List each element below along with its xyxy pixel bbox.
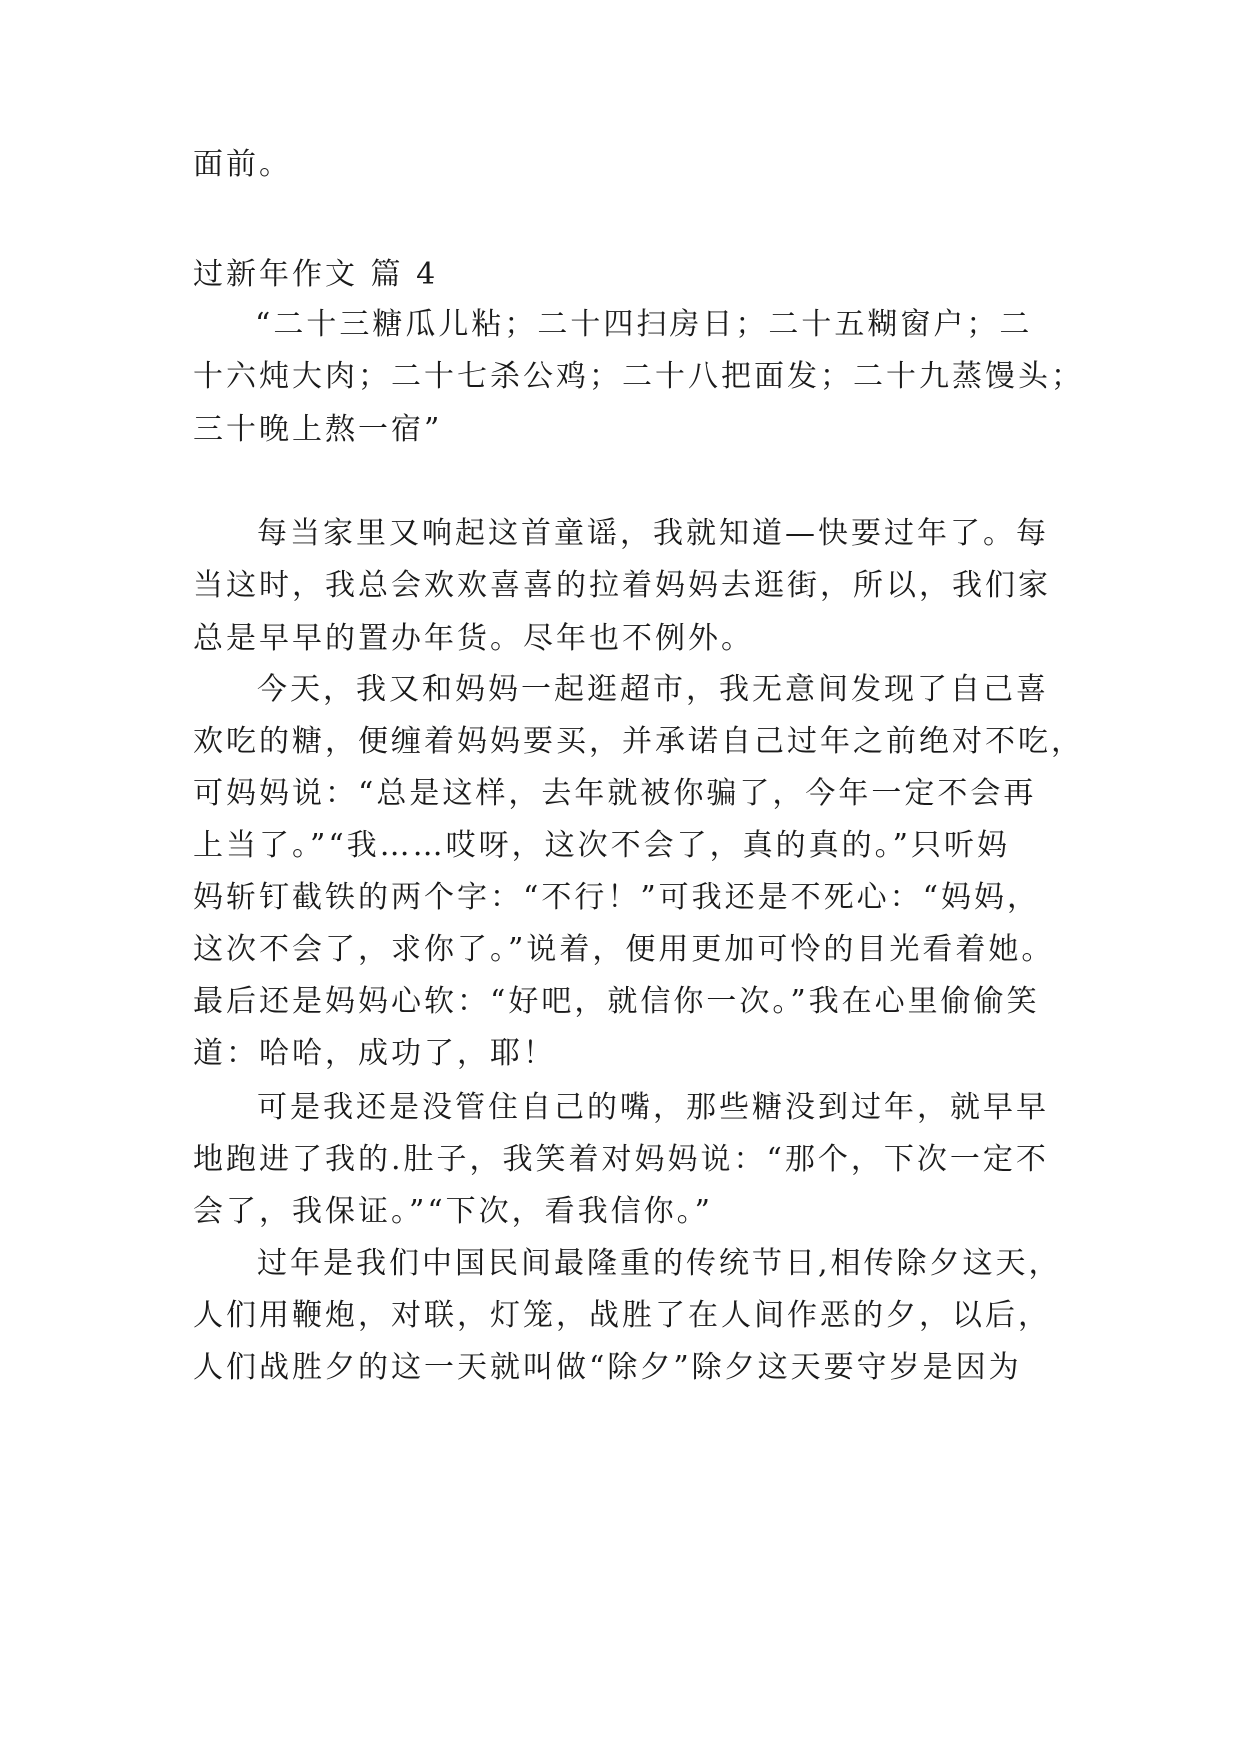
paragraph-line: 每当家里又响起这首童谣，我就知道—快要过年了。每	[257, 516, 1049, 551]
paragraph-line: 可妈妈说：“总是这样，去年就被你骗了，今年一定不会再	[193, 776, 1037, 811]
paragraph-line: 地跑进了我的.肚子，我笑着对妈妈说：“那个，下次一定不	[193, 1142, 1049, 1177]
paragraph-line: 人们用鞭炮，对联，灯笼，战胜了在人间作恶的夕，以后，	[193, 1298, 1051, 1333]
paragraph-line: 妈斩钉截铁的两个字：“不行！”可我还是不死心：“妈妈，	[193, 880, 1041, 915]
paragraph-line: 人们战胜夕的这一天就叫做“除夕”除夕这天要守岁是因为	[193, 1350, 1022, 1385]
paragraph-line: 当这时，我总会欢欢喜喜的拉着妈妈去逛街，所以，我们家	[193, 568, 1051, 603]
rhyme-line: “二十三糖瓜儿粘；二十四扫房日；二十五糊窗户；二	[255, 307, 1033, 342]
paragraph-line: 会了，我保证。”“下次，看我信你。”	[193, 1194, 714, 1229]
paragraph-line: 可是我还是没管住自己的嘴，那些糖没到过年，就早早	[257, 1090, 1049, 1125]
paragraph-line: 过年是我们中国民间最隆重的传统节日,相传除夕这天，	[257, 1246, 1062, 1281]
paragraph-line: 这次不会了，求你了。”说着，便用更加可怜的目光看着她。	[193, 932, 1055, 967]
paragraph-line: 上当了。”“我……哎呀，这次不会了，真的真的。”只听妈	[193, 828, 1011, 863]
section-title: 过新年作文 篇 4	[193, 257, 439, 292]
rhyme-line: 三十晚上熬一宿”	[193, 412, 443, 447]
continuation-line: 面前。	[193, 147, 292, 182]
paragraph-line: 欢吃的糖，便缠着妈妈要买，并承诺自己过年之前绝对不吃，	[193, 724, 1084, 759]
paragraph-line: 最后还是妈妈心软：“好吧，就信你一次。”我在心里偷偷笑	[193, 984, 1040, 1019]
paragraph-line: 今天，我又和妈妈一起逛超市，我无意间发现了自己喜	[257, 672, 1049, 707]
paragraph-line: 总是早早的置办年货。尽年也不例外。	[193, 621, 754, 656]
rhyme-line: 十六炖大肉；二十七杀公鸡；二十八把面发；二十九蒸馒头；	[193, 359, 1084, 394]
paragraph-line: 道：哈哈，成功了，耶！	[193, 1036, 556, 1071]
